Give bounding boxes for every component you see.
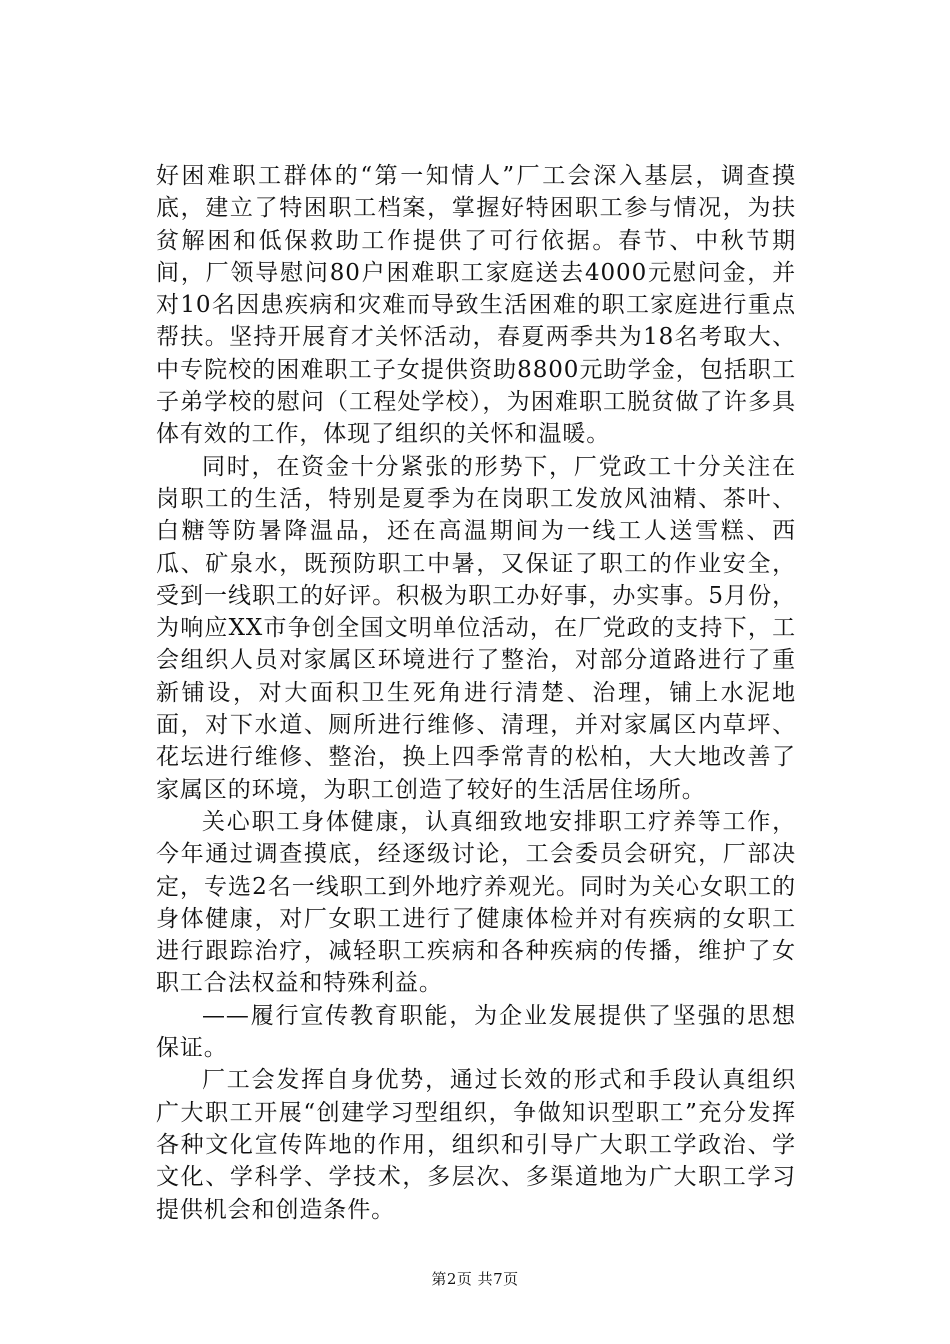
- paragraph: 关心职工身体健康，认真细致地安排职工疗养等工作，今年通过调查摸底，经逐级讨论，工会委员会研究，厂部决定，专选2名一线职工到外地疗养观光。同时为关心女职工的身体健康，对厂女职工进行了健康体检并对有疾病的女职工进行跟踪治疗，减轻职工疾病和各种疾病的传播，维护了女职工合法权益和特殊利益。: [156, 808, 796, 997]
- paragraph: 同时，在资金十分紧张的形势下，厂党政工十分关注在岗职工的生活，特别是夏季为在岗职工发放风油精、茶叶、白糖等防暑降温品，还在高温期间为一线工人送雪糕、西瓜、矿泉水，既预防职工中暑，又保证了职工的作业安全，受到一线职工的好评。积极为职工办好事，办实事。5月份，为响应XX市争创全国文明单位活动，在厂党政的支持下，工会组织人员对家属区环境进行了整治，对部分道路进行了重新铺设，对大面积卫生死角进行清楚、治理，铺上水泥地面，对下水道、厕所进行维修、清理，并对家属区内草坪、花坛进行维修、整治，换上四季常青的松柏，大大地改善了家属区的环境，为职工创造了较好的生活居住场所。: [156, 453, 796, 803]
- document-body: [156, 160, 796, 1226]
- paragraph-continuation: 好困难职工群体的“第一知情人”厂工会深入基层，调查摸底，建立了特困职工档案，掌握好特困职工参与情况，为扶贫解困和低保救助工作提供了可行依据。春节、中秋节期间，厂领导慰问80户困难职工家庭送去4000元慰问金，并对10名因患疾病和灾难而导致生活困难的职工家庭进行重点帮扶。坚持开展育才关怀活动，春夏两季共为18名考取大、中专院校的困难职工子女提供资助8800元助学金，包括职工子弟学校的慰问（工程处学校），为困难职工脱贫做了许多具体有效的工作，体现了组织的关怀和温暖。: [156, 163, 796, 448]
- section-heading-paragraph: ——履行宣传教育职能，为企业发展提供了坚强的思想保证。: [156, 1002, 796, 1062]
- paragraph: 厂工会发挥自身优势，通过长效的形式和手段认真组织广大职工开展“创建学习型组织，争做知识型职工”充分发挥各种文化宣传阵地的作用，组织和引导广大职工学政治、学文化、学科学、学技术，多层次、多渠道地为广大职工学习提供机会和创造条件。: [156, 1067, 796, 1223]
- page-number-footer: 第2页 共7页: [431, 1270, 519, 1288]
